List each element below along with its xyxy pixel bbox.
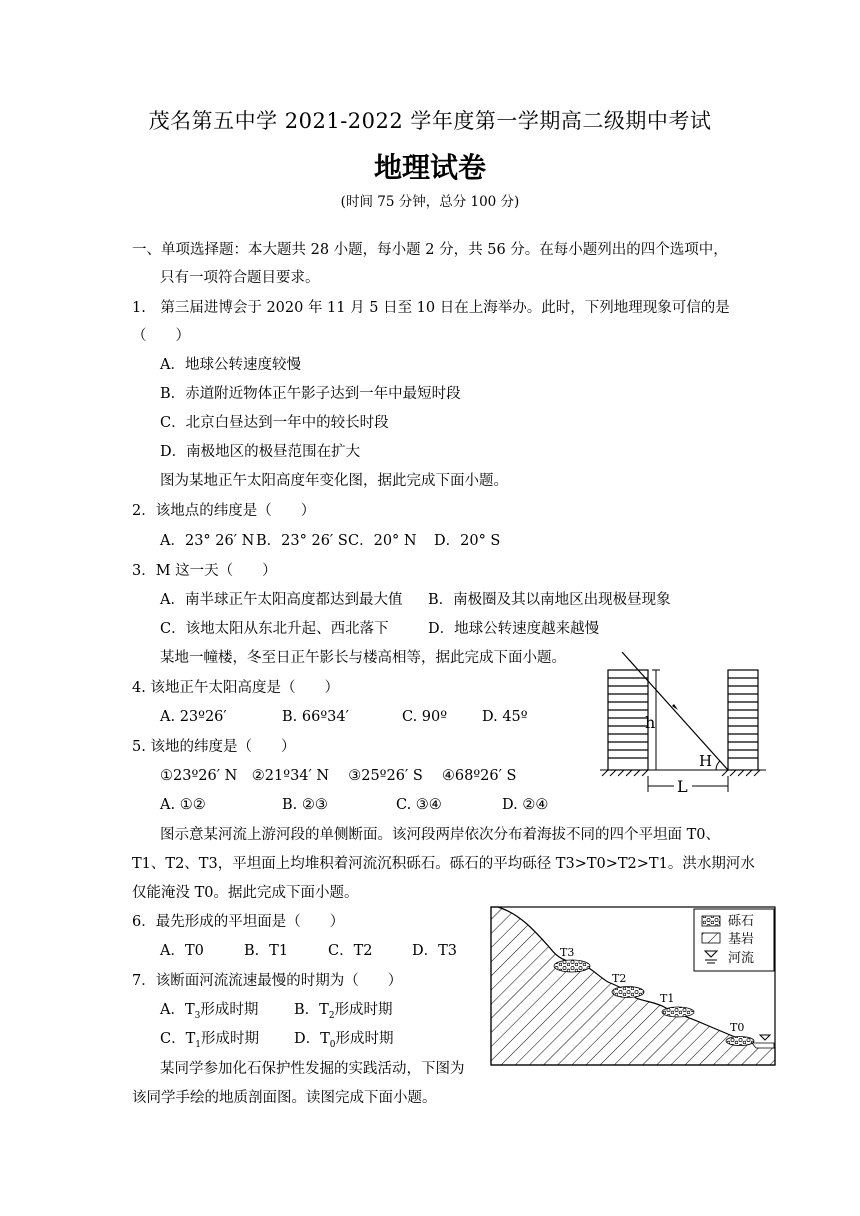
q3-stem: 3．M 这一天（ ） xyxy=(132,563,277,579)
river-terrace-figure xyxy=(490,906,776,1066)
q4-option-c: C. 90º xyxy=(402,709,448,725)
q6-option-a: A．T0 xyxy=(160,943,204,959)
q5-option-b: B. ②③ xyxy=(282,797,328,813)
exam-meta: (时间 75 分钟，总分 100 分) xyxy=(340,194,520,210)
q6-option-d: D．T3 xyxy=(412,943,458,959)
right-building xyxy=(728,670,758,770)
q3-options-row2 xyxy=(160,619,599,639)
label-t1: T1 xyxy=(660,992,675,1005)
intro-q2-q3: 图为某地正午太阳高度年变化图，据此完成下面小题。 xyxy=(160,473,508,489)
q6-option-b: B．T1 xyxy=(244,943,289,959)
intro-q6-q7-line2: T1、T2、T3，平坦面上均堆积着河流沉积砾石。砾石的平均砾径 T3>T0>T2>T1。洪水期河水 xyxy=(132,856,755,872)
q4-options xyxy=(160,707,528,727)
angle-arc xyxy=(716,761,720,770)
q1-option-d: D．南极地区的极昼范围在扩大 xyxy=(160,444,361,460)
legend-river-label: 河流 xyxy=(728,951,755,966)
label-L: L xyxy=(677,777,688,796)
section-instruction-line2: 只有一项符合题目要求。 xyxy=(160,270,320,286)
building-shadow-figure xyxy=(598,652,770,798)
q4-option-d: D. 45º xyxy=(482,709,528,725)
q7-option-a: A．$T_3$形成时期 xyxy=(160,1002,259,1021)
legend xyxy=(694,909,774,971)
q5-option-a: A. ①② xyxy=(160,797,206,813)
label-t2: T2 xyxy=(612,972,627,985)
q7-stem: 7．该断面河流流速最慢的时期为（ ） xyxy=(132,973,403,989)
legend-bedrock-swatch xyxy=(702,933,720,943)
intro-q4-q5: 某地一幢楼，冬至日正午影长与楼高相等，据此完成下面小题。 xyxy=(160,650,566,666)
intro-q6-q7-line1: 图示意某河流上游河段的单侧断面。该河段两岸依次分布着海拔不同的四个平坦面 T0、 xyxy=(160,827,721,843)
q7-option-c: C．$T_1$形成时期 xyxy=(160,1031,260,1050)
q2-option-a: A．23° 26′ N xyxy=(160,533,255,549)
gravel-t1 xyxy=(662,1007,694,1017)
legend-gravel-label: 砾石 xyxy=(728,914,755,929)
section-instruction-line1: 一、单项选择题：本大题共 28 小题，每小题 2 分，共 56 分。在每小题列出的四个选项中， xyxy=(132,242,728,258)
q5-items: ①23º26′ N ②21º34′ N ③25º26′ S ④68º26′ S xyxy=(160,768,517,784)
legend-bedrock-label: 基岩 xyxy=(728,932,755,947)
q4-option-a: A. 23º26′ xyxy=(160,709,227,725)
q1-option-b: B．赤道附近物体正午影子达到一年中最短时段 xyxy=(160,386,461,402)
q1-stem: 1. 第三届进博会于 2020 年 11 月 5 日至 10 日在上海举办。此时，下列地理现象可信的是 xyxy=(132,300,730,316)
intro-q8-line2: 该同学手绘的地质剖面图。读图完成下面小题。 xyxy=(132,1090,437,1106)
q3-option-c: C．该地太阳从东北升起、西北落下 xyxy=(160,621,389,637)
q2-option-c: C．20° N xyxy=(348,533,417,549)
intro-q8-line1: 某同学参加化石保护性发掘的实践活动，下图为 xyxy=(160,1061,465,1077)
q3-option-b: B．南极圈及其以南地区出现极昼现象 xyxy=(428,592,671,608)
river-water xyxy=(752,1043,774,1048)
q1-option-a: A．地球公转速度较慢 xyxy=(160,357,301,373)
q6-options xyxy=(160,941,457,961)
label-h: h xyxy=(645,713,656,732)
q3-option-a: A．南半球正午太阳高度都达到最大值 xyxy=(160,592,403,608)
gravel-t3 xyxy=(554,960,590,972)
legend-gravel-swatch xyxy=(702,916,720,926)
q2-options xyxy=(160,531,500,551)
gravel-t0 xyxy=(726,1037,754,1046)
label-t3: T3 xyxy=(560,946,575,959)
q7-options-row2 xyxy=(160,1029,394,1055)
q5-option-d: D. ②④ xyxy=(502,797,549,813)
exam-title: 地理试卷 xyxy=(373,151,486,184)
q7-options-row1 xyxy=(160,1000,393,1026)
q5-stem: 5. 该地的纬度是（ ） xyxy=(132,739,296,755)
q1-stem-bracket: （ ） xyxy=(132,328,190,344)
q3-options-row1 xyxy=(160,590,671,610)
q5-option-c: C. ③④ xyxy=(396,797,442,813)
intro-q6-q7-line3: 仅能淹没 T0。据此完成下面小题。 xyxy=(132,885,359,901)
q4-option-b: B. 66º34′ xyxy=(282,709,349,725)
q2-option-b: B．23° 26′ S xyxy=(256,533,348,549)
q7-option-d: D．$T_0$形成时期 xyxy=(294,1031,394,1050)
q6-option-c: C．T2 xyxy=(328,943,373,959)
label-t0: T0 xyxy=(730,1021,745,1034)
left-building xyxy=(608,670,648,770)
q2-stem: 2．该地点的纬度是（ ） xyxy=(132,503,316,519)
q3-option-d: D．地球公转速度越来越慢 xyxy=(428,621,600,637)
q5-options xyxy=(160,795,548,815)
q7-option-b: B．$T_2$形成时期 xyxy=(294,1002,393,1021)
label-H: H xyxy=(699,752,713,770)
ground xyxy=(600,770,766,776)
q1-option-c: C．北京白昼达到一年中的较长时段 xyxy=(160,415,389,431)
gravel-t2 xyxy=(612,987,644,998)
school-title: 茂名第五中学 2021-2022 学年度第一学期高二级期中考试 xyxy=(148,109,712,133)
q4-stem: 4. 该地正午太阳高度是（ ） xyxy=(132,680,339,696)
q2-option-d: D．20° S xyxy=(434,533,501,549)
q6-stem: 6．最先形成的平坦面是（ ） xyxy=(132,914,345,930)
